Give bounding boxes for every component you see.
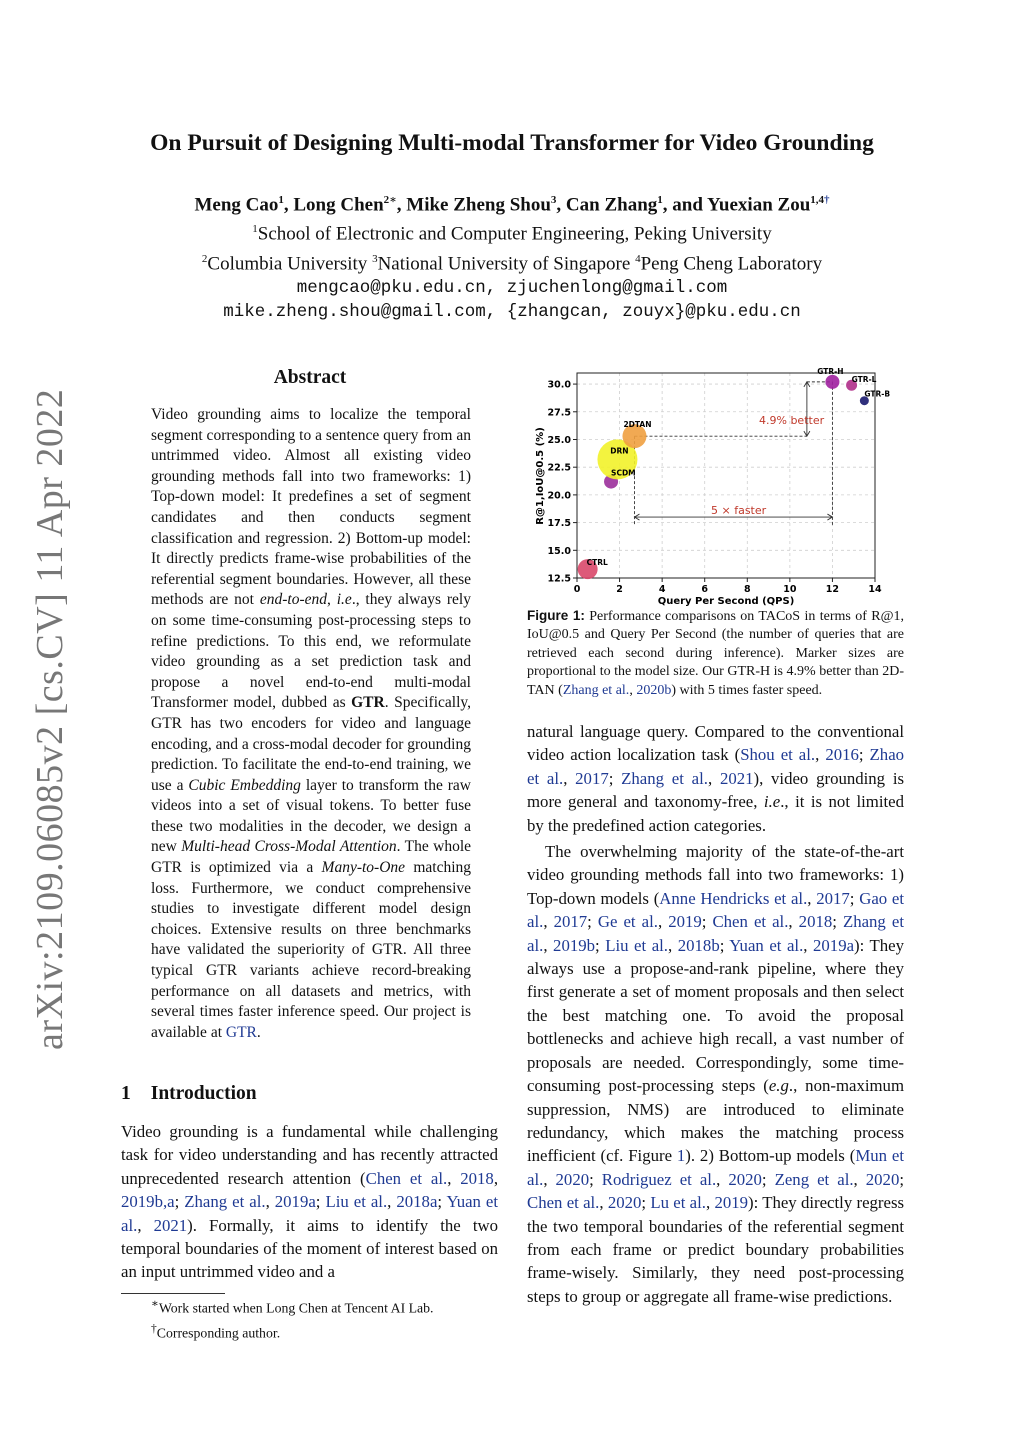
footnote-mark: †	[151, 1322, 157, 1335]
point-label-gtr-b: GTR-B	[864, 389, 891, 399]
sep: ,	[447, 1168, 461, 1188]
annotation-faster: 5 × faster	[711, 504, 767, 517]
sep: ;	[437, 1192, 447, 1212]
sep: ,	[599, 1193, 608, 1213]
text: ., they always rely on some time-consuming post-processing steps to refine predictions. To this end, we reformulate video grounding as a set prediction task and propose a novel end-to-end multi-modal Transformer model, dubbed as	[151, 591, 471, 712]
project-link[interactable]: GTR	[225, 1023, 257, 1041]
emph: Many-to-One	[321, 859, 406, 877]
sep: ;	[719, 935, 730, 955]
point-gtr-h	[825, 375, 839, 389]
text: Performance comparisons on TACoS in terms of R@1, IoU@0.5 and Query Per Second (the number of queries that are retrieved each second during inference). Marker sizes are proportional to the model size. Our GTR-H is 4.9% better than 2D-TAN (	[527, 609, 904, 698]
annotation-better: 4.9% better	[759, 414, 825, 427]
y-tick-label: 30.0	[547, 379, 571, 391]
figure-link[interactable]: 1	[676, 1146, 686, 1166]
text: layer to transform the raw videos into a set of visual tokens. To better fuse these two modalities in the decoder, we design a new	[151, 776, 472, 856]
sep: ,	[657, 912, 669, 932]
citation-link[interactable]: 2017	[553, 912, 588, 932]
dagger-link[interactable]: †	[824, 194, 830, 206]
sep: ;	[608, 768, 622, 788]
bold: GTR	[351, 694, 385, 712]
aff-sup: 2	[201, 252, 208, 265]
aff-text: Columbia University	[207, 252, 373, 274]
aff-sup: 3	[372, 252, 378, 265]
sep: ,	[707, 768, 720, 788]
abstract-body	[151, 405, 471, 1043]
text: . The whole GTR is optimized via a	[151, 838, 472, 877]
y-axis-label: R@1,IoU@0.5 (%)	[535, 427, 546, 525]
text: ): They always use a propose-and-rank pipeline, where they first generate a set of moment proposals and then select the best matching one. To avoid the proposal bottlenecks and achieve high recall, a vast number of proposals are needed. Correspondingly, some time-consuming post-processing steps (	[527, 935, 904, 1096]
sep: ,	[629, 682, 637, 698]
citation-link[interactable]: 2020	[728, 1169, 762, 1189]
sep: ;	[315, 1192, 326, 1212]
point-label-2dtan: 2DTAN	[623, 420, 652, 430]
citation-link[interactable]: 2018	[460, 1168, 494, 1188]
citation-link[interactable]: Shou et al.	[740, 745, 816, 765]
text: ., non-maximum suppression, NMS) are introduced to eliminate redundancy, which makes the matching process inefficient (cf. Figure	[527, 1076, 904, 1166]
citation-link[interactable]: Chen et al.	[365, 1168, 448, 1188]
footnote-1	[121, 1294, 498, 1319]
paper-title: On Pursuit of Designing Multi-modal Transformer for Video Grounding	[150, 130, 874, 156]
point-label-scdm: SCDM	[611, 468, 636, 478]
sep: ;	[761, 1169, 775, 1189]
y-tick-label: 22.5	[547, 462, 571, 474]
citation-link[interactable]: 2021	[719, 768, 754, 788]
sep: ,	[853, 1169, 866, 1189]
text: .	[256, 1023, 261, 1041]
author-5: , and Yuexian Zou	[662, 194, 811, 216]
aff-text: School of Electronic and Computer Engineering, Peking University	[257, 223, 772, 245]
emph: i.e	[336, 591, 352, 609]
point-label-ctrl: CTRL	[586, 558, 608, 568]
y-tick-label: 27.5	[547, 407, 571, 419]
sep: ;	[587, 912, 598, 932]
sep: ,	[543, 935, 554, 955]
email-line-1: mengcao@pku.edu.cn, zjuchenlong@gmail.com	[296, 277, 728, 298]
email-line-2: mike.zheng.shou@gmail.com, {zhangcan, zouyx}@pku.edu.cn	[223, 301, 801, 322]
citation-link[interactable]: Chen et al.	[712, 912, 789, 932]
citation-link[interactable]: 2018a	[396, 1192, 438, 1212]
citation-link[interactable]: Rodriguez et al.	[601, 1169, 717, 1189]
citation-link[interactable]: 2020	[555, 1169, 590, 1189]
footnote-text: Corresponding author.	[156, 1325, 281, 1341]
text: matching loss. Furthermore, we conduct comprehensive studies to investigate different model design choices. Extensive results on three benchmarks have validated the superiority of GTR. All three typical GTR variants achieve record-breaking performance on all datasets and metrics, with several times faster inference speed. Our project is available at	[151, 859, 472, 1041]
citation-link[interactable]: Gao et al.	[527, 888, 905, 932]
aff-text: Peng Cheng Laboratory	[640, 252, 823, 274]
author-3: , Mike Zheng Shou	[396, 194, 551, 216]
sep: ,	[788, 912, 799, 932]
intro-paragraph-2	[527, 840, 904, 1308]
footnotes	[121, 1294, 498, 1343]
sep: ,	[563, 768, 576, 788]
affiliation-line-1	[0, 217, 1024, 246]
text: ). 2) Bottom-up models (	[685, 1146, 856, 1166]
citation-link[interactable]: Yuan et al.	[121, 1192, 499, 1235]
x-tick-label: 6	[701, 584, 709, 595]
sep: ,	[137, 1215, 154, 1235]
sep: ,	[716, 1169, 729, 1189]
footnote-2	[121, 1319, 498, 1344]
section-heading-introduction	[121, 1083, 257, 1105]
section-title: Introduction	[150, 1083, 257, 1104]
citation-link[interactable]: 2016	[825, 745, 859, 765]
intro-paragraph-1-cont	[527, 720, 904, 837]
x-tick-label: 2	[616, 584, 623, 595]
sep: ,	[803, 935, 814, 955]
point-label-gtr-h: GTR-H	[817, 366, 844, 376]
author-sup-num: 1,4	[810, 194, 825, 206]
aff-sup: 4	[635, 252, 641, 265]
citation-link[interactable]: Zhang et al.	[621, 768, 708, 788]
citation-link[interactable]: 2021	[153, 1215, 188, 1235]
text: ), video grounding is more general and taxonomy-free,	[527, 768, 905, 812]
citation-link[interactable]: Lu et al.	[650, 1193, 706, 1213]
sep: ,	[543, 912, 554, 932]
citation-link[interactable]: Zhang et al.	[184, 1192, 266, 1212]
citation-link[interactable]: 2018	[798, 912, 833, 932]
citation-link[interactable]: Liu et al.	[605, 935, 669, 955]
sep: ,	[387, 1192, 397, 1212]
y-tick-label: 15.0	[547, 545, 571, 557]
emph: Multi-head Cross-Modal Attention	[181, 838, 397, 856]
author-2: , Long Chen	[283, 194, 384, 216]
sep: ;	[849, 888, 860, 908]
citation-link[interactable]: Zhang et al.	[562, 682, 630, 698]
author-sup: 1	[278, 194, 284, 206]
affiliation-line-2	[0, 247, 1024, 276]
citation-link[interactable]: Anne Hendricks et al.	[659, 888, 808, 908]
citation-link[interactable]: 2019	[668, 912, 702, 932]
text: ,	[327, 591, 337, 609]
sep: ;	[701, 912, 713, 932]
emph: e.g	[768, 1076, 789, 1096]
y-tick-label: 17.5	[547, 518, 571, 530]
footnote-text: Work started when Long Chen at Tencent AI Lab.	[158, 1300, 434, 1316]
author-names	[0, 188, 1024, 217]
citation-link[interactable]: 2020	[865, 1169, 900, 1189]
citation-link[interactable]: 2019a	[274, 1192, 316, 1212]
citation-link[interactable]: Yuan et al.	[729, 935, 804, 955]
sep: ;	[595, 935, 606, 955]
emph: end-to-end	[259, 591, 327, 609]
author-sup: 3	[550, 194, 557, 206]
sep: ,	[543, 1169, 556, 1189]
text: . Specifically, GTR has two encoders for video and language encoding, and a cross-modal decoder for grounding prediction. To facilitate the end-to-end training, we use a	[151, 694, 471, 794]
figure-1-caption	[527, 607, 904, 700]
citation-link[interactable]: 2019b,a	[121, 1192, 175, 1212]
author-sup: 1	[657, 194, 663, 206]
emph: i.e	[763, 792, 781, 812]
point-label-gtr-l: GTR-L	[851, 375, 877, 385]
sep: ;	[174, 1192, 185, 1212]
citation-link[interactable]: 2019b	[553, 935, 595, 955]
sep: ,	[705, 1193, 715, 1213]
citation-link[interactable]: 2017	[575, 768, 609, 788]
author-4: , Can Zhang	[556, 194, 658, 216]
x-axis-label: Query Per Second (QPS)	[657, 596, 795, 607]
citation-link[interactable]: Liu et al.	[325, 1192, 388, 1212]
right-column-body	[527, 720, 904, 1308]
sep: ,	[815, 745, 826, 765]
sep: ;	[589, 1169, 602, 1189]
section-number: 1	[121, 1083, 131, 1104]
text: ., it is not limited by the predefined action categories.	[527, 792, 904, 835]
citation-link[interactable]: Zeng et al.	[774, 1169, 854, 1189]
x-tick-label: 14	[868, 584, 882, 595]
caption-label: Figure 1:	[527, 608, 585, 623]
text: ). Formally, it aims to identify the two temporal boundaries of the moment of interest based on an input untrimmed video and a	[121, 1215, 498, 1282]
citation-link[interactable]: Chen et al.	[527, 1193, 600, 1213]
text: Video grounding aims to localize the temporal segment corresponding to a sentence query from an untrimmed video. Almost all existing video grounding methods fall into two frameworks: 1) Top-down model: It predefines a set of segment candidates and then conducts segment classification and regression. 2) Bottom-up model: It directly predicts frame-wise probabilities of the referential segment boundaries. However, all these methods are not	[151, 406, 471, 609]
citation-link[interactable]: 2020b	[636, 682, 672, 698]
author-1: Meng Cao	[194, 194, 279, 216]
citation-link[interactable]: 2020	[607, 1193, 642, 1213]
aff-text: National University of Singapore	[377, 252, 636, 274]
text: ): They directly regress the two temporal boundaries of the referential segment from each frame or predict boundary probabilities frame-wisely. Similarly, they need post-processing steps to group or aggregate all frame-wise predictions.	[527, 1193, 905, 1306]
author-block	[0, 188, 1024, 324]
figure-1-chart	[527, 360, 907, 610]
citation-link[interactable]: 2018b	[677, 935, 720, 955]
sep: ;	[832, 912, 843, 932]
citation-link[interactable]: 2019	[714, 1193, 748, 1213]
citation-link[interactable]: Zhao et al.	[527, 745, 905, 788]
sep: ;	[858, 745, 870, 765]
text: Video grounding is a fundamental while challenging task for video understanding and has recently attracted unprecedented research attention (	[121, 1122, 498, 1188]
y-tick-label: 12.5	[547, 573, 571, 585]
text: The overwhelming majority of the state-of-the-art video grounding methods fall into two frameworks: 1) Top-down models (	[527, 842, 904, 908]
y-tick-label: 25.0	[547, 434, 571, 446]
citation-link[interactable]: Mun et al.	[527, 1146, 904, 1189]
y-tick-label: 20.0	[547, 490, 571, 502]
sep: ,	[493, 1168, 499, 1188]
text: ) with 5 times faster speed.	[671, 682, 823, 698]
abstract-heading: Abstract	[273, 367, 347, 388]
arxiv-identifier: arXiv:2109.06085v2 [cs.CV] 11 Apr 2022	[29, 388, 71, 1050]
citation-link[interactable]: 2019a	[813, 935, 855, 955]
aff-sup: 1	[252, 223, 258, 236]
text: natural language query. Compared to the conventional video action localization task (	[527, 722, 904, 765]
x-tick-label: 12	[825, 584, 840, 595]
footnote-mark: ∗	[151, 1298, 159, 1310]
sep: ,	[265, 1192, 275, 1212]
author-sup: 2∗	[383, 194, 397, 206]
sep: ,	[807, 888, 817, 908]
point-label-drn: DRN	[610, 446, 629, 456]
sep: ;	[641, 1193, 651, 1213]
sep: ,	[668, 935, 678, 955]
emph: Cubic Embedding	[188, 776, 301, 794]
author-sup	[810, 194, 829, 206]
sep: ;	[899, 1169, 904, 1189]
x-tick-label: 4	[658, 584, 666, 595]
x-tick-label: 0	[573, 584, 581, 595]
intro-paragraph-1	[121, 1120, 498, 1284]
x-tick-label: 10	[783, 584, 797, 595]
x-tick-label: 8	[743, 584, 751, 595]
citation-link[interactable]: Zhang et al.	[527, 912, 904, 955]
citation-link[interactable]: 2017	[816, 888, 850, 908]
citation-link[interactable]: Ge et al.	[597, 912, 658, 932]
